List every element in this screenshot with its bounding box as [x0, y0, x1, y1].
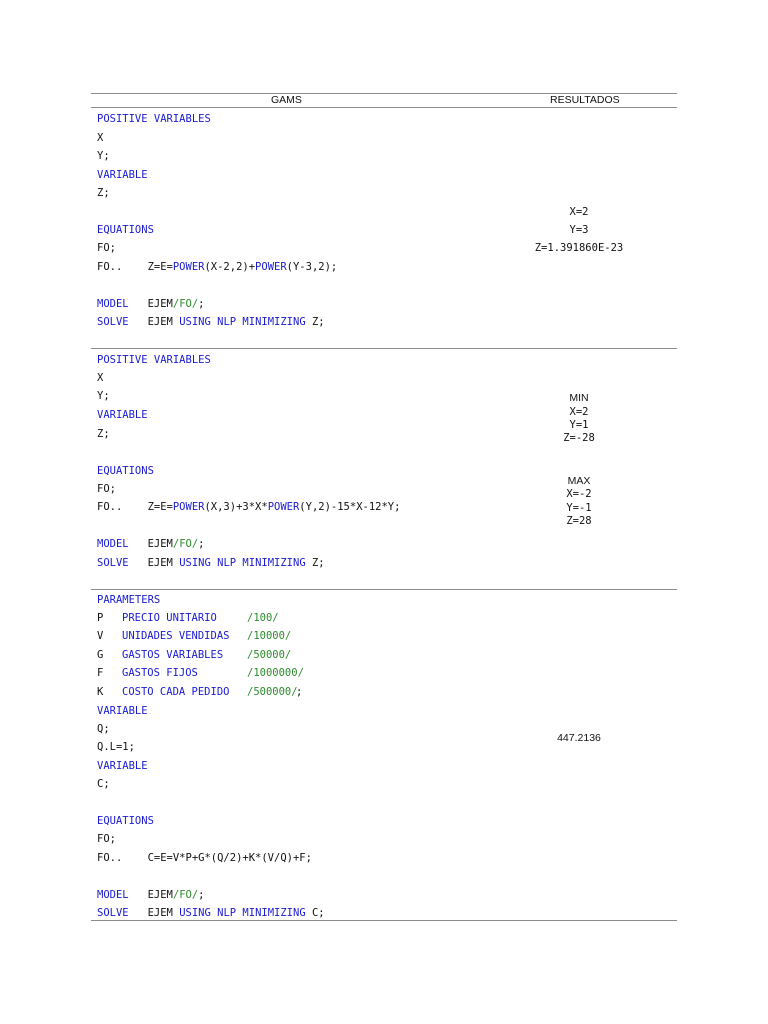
code-line: X [97, 372, 104, 384]
result-max-title: MAX [567, 475, 591, 487]
parameter-row: F GASTOS FIJOS /1000000/ [97, 667, 304, 679]
result-y: Y=3 [569, 224, 589, 236]
resultados-column-header: RESULTADOS [550, 94, 620, 106]
result-min-z: Z=-28 [563, 432, 595, 444]
model-line: MODEL EJEM/FO/; [97, 298, 205, 310]
parameter-row: K COSTO CADA PEDIDO /500000/ ; [97, 686, 303, 698]
parameter-row: V UNIDADES VENDIDAS /10000/ [97, 630, 292, 642]
code-line: VARIABLE [97, 760, 148, 772]
result-max-z: Z=28 [566, 515, 592, 527]
result-x: X=2 [569, 206, 589, 218]
parameters-keyword: PARAMETERS [97, 594, 161, 606]
result-min-y: Y=1 [569, 419, 589, 431]
code-line: Q.L=1; [97, 741, 135, 753]
solve-line: SOLVE EJEM USING NLP MINIMIZING Z; [97, 557, 325, 569]
code-line: FO; [97, 242, 116, 254]
code-line: Q; [97, 723, 110, 735]
code-line: Z; [97, 187, 110, 199]
code-line: FO; [97, 483, 116, 495]
equation-line: FO.. Z=E=POWER(X-2,2)+POWER(Y-3,2); [97, 261, 338, 273]
table-bottom-rule [91, 920, 677, 921]
code-line: EQUATIONS [97, 224, 154, 236]
code-line: X [97, 132, 104, 144]
model-line: MODEL EJEM/FO/; [97, 889, 205, 901]
code-line: FO; [97, 833, 116, 845]
code-line: Z; [97, 428, 110, 440]
solve-line: SOLVE EJEM USING NLP MINIMIZING Z; [97, 316, 325, 328]
gams-column-header: GAMS [271, 94, 302, 106]
code-line: VARIABLE [97, 705, 148, 717]
result-z: Z=1.391860E-23 [534, 242, 624, 254]
equation-line: FO.. C=E=V*P+G*(Q/2)+K*(V/Q)+F; [97, 852, 312, 864]
equation-line: FO.. Z=E=POWER(X,3)+3*X*POWER(Y,2)-15*X-12*Y; [97, 501, 401, 513]
model-line: MODEL EJEM/FO/; [97, 538, 205, 550]
parameter-row: P PRECIO UNITARIO /100/ [97, 612, 279, 624]
code-line: Y; [97, 150, 110, 162]
section-divider [91, 589, 677, 590]
code-line: C; [97, 778, 110, 790]
parameter-row: G GASTOS VARIABLES /50000/ [97, 649, 292, 661]
result-max-x: X=-2 [566, 488, 592, 500]
result-max-y: Y=-1 [566, 502, 592, 514]
code-line: EQUATIONS [97, 815, 154, 827]
section-divider [91, 348, 677, 349]
code-line: VARIABLE [97, 169, 148, 181]
code-line: Y; [97, 390, 110, 402]
result-q: 447.2136 [557, 732, 601, 744]
result-min-x: X=2 [569, 406, 589, 418]
code-line: VARIABLE [97, 409, 148, 421]
code-line: POSITIVE VARIABLES [97, 354, 211, 366]
code-line: POSITIVE VARIABLES [97, 113, 211, 125]
solve-line: SOLVE EJEM USING NLP MINIMIZING C; [97, 907, 325, 919]
result-min-title: MIN [569, 392, 589, 404]
code-line: EQUATIONS [97, 465, 154, 477]
header-bottom-rule [91, 107, 677, 108]
